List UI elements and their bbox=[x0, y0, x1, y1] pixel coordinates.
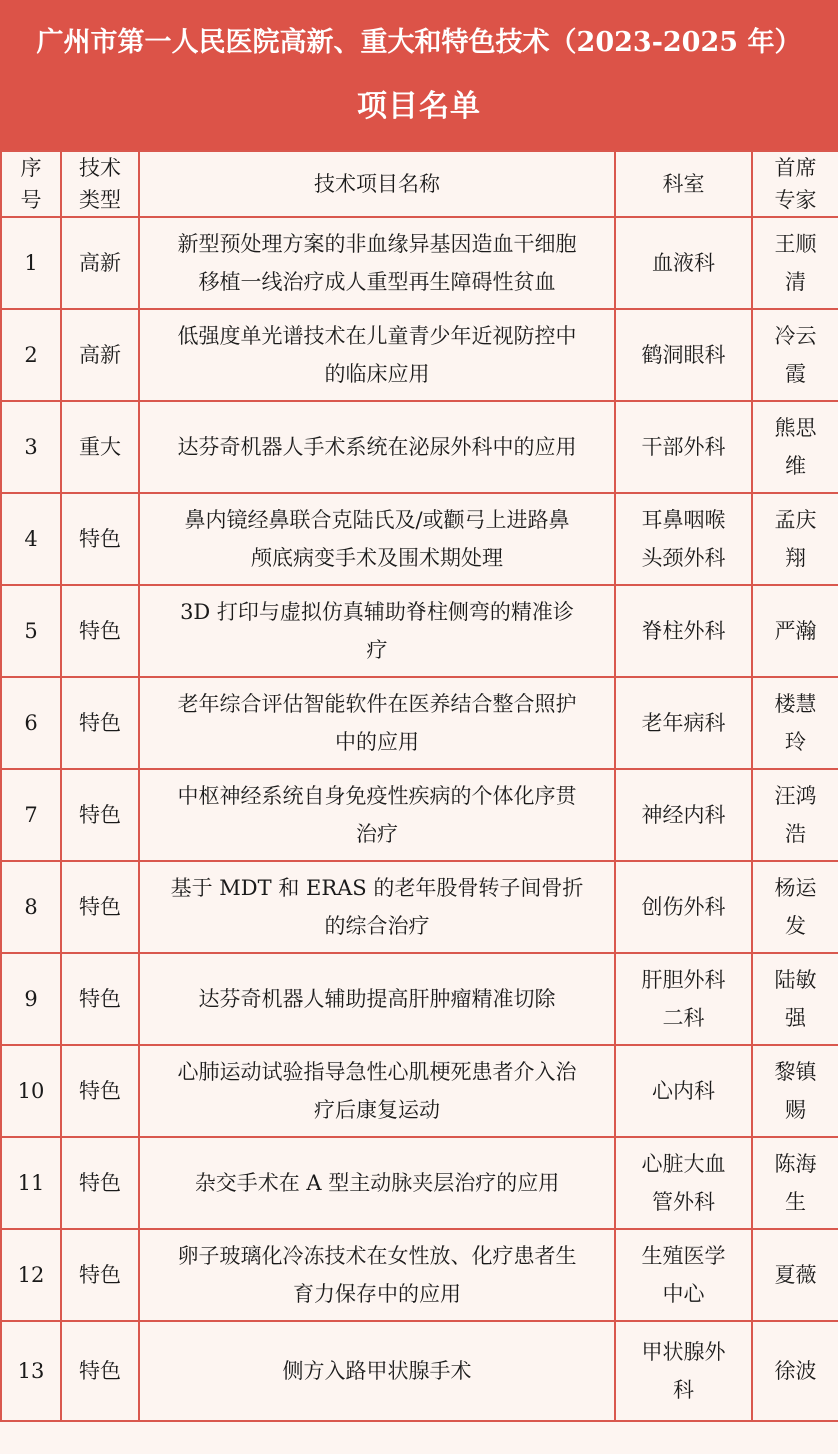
cell-project-name bbox=[139, 677, 615, 769]
project-name-line: 老年综合评估智能软件在医养结合整合照护 bbox=[177, 692, 577, 716]
department-line: 血液科 bbox=[652, 251, 715, 275]
cell-seq: 12 bbox=[1, 1229, 61, 1321]
table-row bbox=[1, 217, 838, 309]
cell-project-name bbox=[139, 585, 615, 677]
cell-seq: 5 bbox=[1, 585, 61, 677]
cell-type: 特色 bbox=[61, 677, 139, 769]
cell-chief-expert bbox=[752, 401, 838, 493]
header-seq-line: 序 bbox=[20, 156, 42, 180]
cell-project-name bbox=[139, 493, 615, 585]
expert-line: 王顺 bbox=[774, 232, 817, 256]
header-type bbox=[61, 151, 139, 217]
expert-line: 霞 bbox=[785, 362, 806, 386]
expert-line: 浩 bbox=[785, 822, 806, 846]
project-name-line: 低强度单光谱技术在儿童青少年近视防控中 bbox=[177, 324, 577, 348]
cell-department bbox=[615, 1045, 752, 1137]
cell-seq: 9 bbox=[1, 953, 61, 1045]
cell-type: 特色 bbox=[61, 493, 139, 585]
expert-line: 楼慧 bbox=[774, 692, 817, 716]
department-line: 头颈外科 bbox=[641, 546, 726, 570]
expert-line: 杨运 bbox=[774, 876, 817, 900]
project-name-line: 新型预处理方案的非血缘异基因造血干细胞 bbox=[177, 232, 577, 256]
project-name-line: 基于 MDT 和 ERAS 的老年股骨转子间骨折 bbox=[170, 876, 584, 900]
cell-project-name bbox=[139, 401, 615, 493]
table-row bbox=[1, 953, 838, 1045]
department-line: 耳鼻咽喉 bbox=[641, 508, 726, 532]
department-line: 干部外科 bbox=[641, 435, 726, 459]
table-row bbox=[1, 677, 838, 769]
project-name-line: 移植一线治疗成人重型再生障碍性贫血 bbox=[198, 270, 556, 294]
cell-seq: 1 bbox=[1, 217, 61, 309]
project-name-line: 疗 bbox=[366, 638, 388, 662]
expert-line: 熊思 bbox=[774, 416, 817, 440]
cell-type: 高新 bbox=[61, 309, 139, 401]
cell-type: 特色 bbox=[61, 1137, 139, 1229]
cell-seq: 4 bbox=[1, 493, 61, 585]
cell-chief-expert bbox=[752, 585, 838, 677]
cell-seq: 7 bbox=[1, 769, 61, 861]
title-banner bbox=[0, 0, 838, 150]
department-line: 神经内科 bbox=[641, 803, 726, 827]
project-name-line: 中的应用 bbox=[335, 730, 419, 754]
header-name: 技术项目名称 bbox=[139, 151, 615, 217]
table-row bbox=[1, 401, 838, 493]
table-row bbox=[1, 1045, 838, 1137]
department-line: 肝胆外科 bbox=[641, 968, 726, 992]
cell-project-name bbox=[139, 1321, 615, 1421]
cell-type: 高新 bbox=[61, 217, 139, 309]
expert-line: 夏薇 bbox=[774, 1263, 817, 1287]
cell-department bbox=[615, 493, 752, 585]
cell-project-name bbox=[139, 1229, 615, 1321]
project-name-line: 心肺运动试验指导急性心肌梗死患者介入治 bbox=[177, 1060, 577, 1084]
cell-type: 特色 bbox=[61, 953, 139, 1045]
cell-chief-expert bbox=[752, 493, 838, 585]
cell-project-name bbox=[139, 217, 615, 309]
cell-chief-expert bbox=[752, 309, 838, 401]
cell-project-name bbox=[139, 309, 615, 401]
project-name-line: 中枢神经系统自身免疫性疾病的个体化序贯 bbox=[177, 784, 577, 808]
title-line-1: 广州市第一人民医院高新、重大和特色技术（2023-2025 年） bbox=[36, 27, 802, 58]
expert-line: 陈海 bbox=[774, 1152, 817, 1176]
project-name-line: 的综合治疗 bbox=[324, 914, 430, 938]
table-row bbox=[1, 585, 838, 677]
table-row bbox=[1, 309, 838, 401]
cell-seq: 8 bbox=[1, 861, 61, 953]
header-expert-line: 首席 bbox=[774, 156, 817, 180]
expert-line: 维 bbox=[785, 454, 806, 478]
department-line: 管外科 bbox=[652, 1190, 715, 1214]
expert-line: 生 bbox=[785, 1190, 806, 1214]
table-row bbox=[1, 861, 838, 953]
department-line: 鹤洞眼科 bbox=[641, 343, 726, 367]
cell-chief-expert bbox=[752, 861, 838, 953]
cell-seq: 2 bbox=[1, 309, 61, 401]
cell-department bbox=[615, 217, 752, 309]
expert-line: 陆敏 bbox=[774, 968, 817, 992]
expert-line: 严瀚 bbox=[774, 619, 817, 643]
cell-chief-expert bbox=[752, 953, 838, 1045]
cell-type: 特色 bbox=[61, 1045, 139, 1137]
department-line: 脊柱外科 bbox=[641, 619, 726, 643]
cell-seq: 10 bbox=[1, 1045, 61, 1137]
expert-line: 玲 bbox=[785, 730, 806, 754]
project-name-line: 鼻内镜经鼻联合克陆氏及/或颧弓上进路鼻 bbox=[184, 508, 570, 532]
department-line: 甲状腺外 bbox=[641, 1340, 726, 1364]
cell-type: 特色 bbox=[61, 1229, 139, 1321]
expert-line: 冷云 bbox=[774, 324, 817, 348]
expert-line: 赐 bbox=[785, 1098, 806, 1122]
cell-type: 特色 bbox=[61, 769, 139, 861]
expert-line: 孟庆 bbox=[774, 508, 817, 532]
cell-type: 特色 bbox=[61, 1321, 139, 1421]
cell-project-name bbox=[139, 953, 615, 1045]
expert-line: 清 bbox=[785, 270, 806, 294]
cell-department bbox=[615, 1137, 752, 1229]
cell-department bbox=[615, 1229, 752, 1321]
department-line: 心内科 bbox=[652, 1079, 715, 1103]
department-line: 心脏大血 bbox=[641, 1152, 726, 1176]
table-row bbox=[1, 1321, 838, 1421]
header-seq bbox=[1, 151, 61, 217]
project-name-line: 颅底病变手术及围术期处理 bbox=[251, 546, 503, 570]
project-name-line: 侧方入路甲状腺手术 bbox=[282, 1359, 472, 1383]
cell-seq: 3 bbox=[1, 401, 61, 493]
expert-line: 徐波 bbox=[774, 1359, 817, 1383]
cell-seq: 11 bbox=[1, 1137, 61, 1229]
header-seq-line: 号 bbox=[20, 188, 42, 212]
project-name-line: 疗后康复运动 bbox=[314, 1098, 440, 1122]
table-row bbox=[1, 493, 838, 585]
cell-department bbox=[615, 401, 752, 493]
cell-chief-expert bbox=[752, 217, 838, 309]
cell-department bbox=[615, 585, 752, 677]
department-line: 老年病科 bbox=[641, 711, 726, 735]
cell-seq: 6 bbox=[1, 677, 61, 769]
cell-department bbox=[615, 1321, 752, 1421]
cell-type: 重大 bbox=[61, 401, 139, 493]
cell-chief-expert bbox=[752, 1137, 838, 1229]
project-name-line: 育力保存中的应用 bbox=[293, 1282, 461, 1306]
project-name-line: 治疗 bbox=[356, 822, 398, 846]
cell-chief-expert bbox=[752, 769, 838, 861]
cell-chief-expert bbox=[752, 1229, 838, 1321]
department-line: 中心 bbox=[662, 1282, 705, 1306]
project-name-line: 达芬奇机器人辅助提高肝肿瘤精准切除 bbox=[198, 987, 556, 1011]
department-line: 科 bbox=[673, 1378, 694, 1402]
cell-department bbox=[615, 953, 752, 1045]
table-row bbox=[1, 1137, 838, 1229]
table-header-row bbox=[1, 151, 838, 217]
project-name-line: 卵子玻璃化冷冻技术在女性放、化疗患者生 bbox=[177, 1244, 577, 1268]
header-dept: 科室 bbox=[615, 151, 752, 217]
table-body bbox=[1, 217, 838, 1421]
cell-chief-expert bbox=[752, 677, 838, 769]
title-line-2: 项目名单 bbox=[357, 89, 481, 124]
cell-department bbox=[615, 677, 752, 769]
expert-line: 发 bbox=[785, 914, 806, 938]
expert-line: 强 bbox=[785, 1006, 806, 1030]
expert-line: 黎镇 bbox=[774, 1060, 817, 1084]
cell-chief-expert bbox=[752, 1045, 838, 1137]
project-name-line: 达芬奇机器人手术系统在泌尿外科中的应用 bbox=[177, 435, 577, 459]
cell-project-name bbox=[139, 861, 615, 953]
cell-department bbox=[615, 309, 752, 401]
cell-chief-expert bbox=[752, 1321, 838, 1421]
department-line: 生殖医学 bbox=[641, 1244, 726, 1268]
header-type-line: 类型 bbox=[79, 188, 121, 212]
header-expert bbox=[752, 151, 838, 217]
header-type-line: 技术 bbox=[79, 156, 121, 180]
cell-department bbox=[615, 861, 752, 953]
table-row bbox=[1, 769, 838, 861]
header-expert-line: 专家 bbox=[774, 188, 817, 212]
cell-project-name bbox=[139, 1137, 615, 1229]
department-line: 二科 bbox=[662, 1006, 705, 1030]
project-name-line: 3D 打印与虚拟仿真辅助脊柱侧弯的精准诊 bbox=[180, 600, 574, 624]
cell-seq: 13 bbox=[1, 1321, 61, 1421]
cell-department bbox=[615, 769, 752, 861]
cell-project-name bbox=[139, 769, 615, 861]
expert-line: 汪鸿 bbox=[774, 784, 817, 808]
department-line: 创伤外科 bbox=[641, 895, 726, 919]
expert-line: 翔 bbox=[785, 546, 806, 570]
table-row bbox=[1, 1229, 838, 1321]
project-name-line: 的临床应用 bbox=[324, 362, 430, 386]
project-table bbox=[0, 150, 838, 1422]
cell-type: 特色 bbox=[61, 585, 139, 677]
cell-type: 特色 bbox=[61, 861, 139, 953]
cell-project-name bbox=[139, 1045, 615, 1137]
project-name-line: 杂交手术在 A 型主动脉夹层治疗的应用 bbox=[194, 1171, 560, 1195]
